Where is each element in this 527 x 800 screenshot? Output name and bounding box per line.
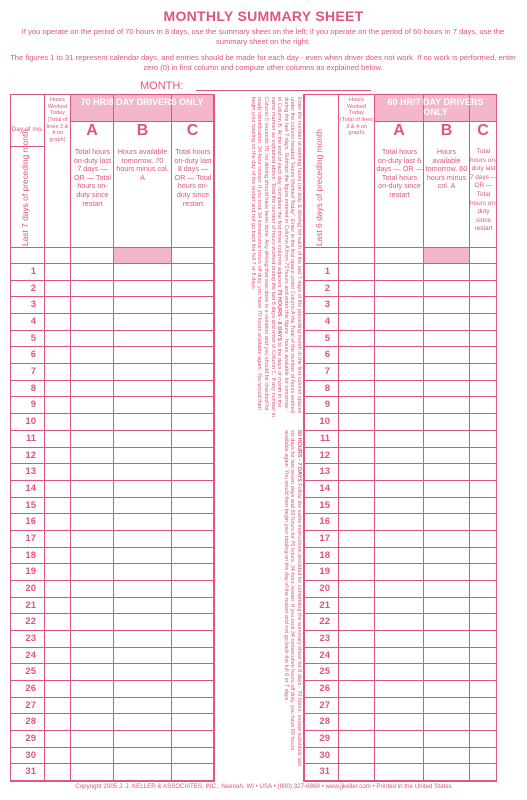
right-day-number: 15 [319, 499, 330, 511]
left-col-b-desc: Hours available tomorrow. 70 hours minus col. A [116, 147, 169, 182]
right-row-line [305, 713, 496, 714]
right-row-line [305, 547, 496, 548]
instructions-60hr-restart: 34-hour restart: If you took 34 consecutive hours off duty, you have 60 hours available again. You would then begin your totaling on the day of the restart and not go back the full 6 or 7 days. [282, 430, 296, 751]
instructions-70hr-body: to the days of month in the same manner as explained above. Total the number of hours worked during the last 8 days and enter in Column C. If any number in Column C exceeds 70, no driving should have been done. Any driving that was done is a violation and you should be checked for ready identification. [256, 97, 283, 417]
right-day-number: 19 [319, 566, 330, 578]
right-day-number: 28 [319, 716, 330, 728]
instructions-60hr [282, 430, 302, 770]
instructions-70hr [249, 97, 302, 417]
left-day-of-mo-header: Day of mo. [11, 126, 44, 133]
left-row-line [11, 580, 213, 581]
right-day-number: 3 [324, 299, 330, 311]
left-day-number: 16 [25, 516, 36, 528]
left-day-number: 30 [25, 749, 36, 761]
right-row-line [305, 747, 496, 748]
left-col-line [113, 95, 114, 781]
right-day-number: 4 [324, 316, 330, 327]
right-day-number: 18 [319, 549, 330, 561]
right-day-number: 21 [319, 599, 330, 611]
left-day-number: 22 [25, 616, 36, 628]
right-row-line [305, 413, 496, 414]
left-day-number: 2 [30, 282, 36, 294]
right-row-line [305, 313, 496, 314]
intro-paragraph-1: If you operate on the period of 70 hours in 8 days, use the summary sheet on the left; if you operate on the period of 60 hours in 7 days, use the summary sheet on the right. [21, 27, 505, 46]
right-day-number: 26 [319, 682, 330, 694]
left-row-line [11, 613, 213, 614]
left-row-line [11, 680, 213, 681]
left-day-number: 21 [25, 599, 36, 611]
left-b-shade [114, 247, 171, 263]
right-row-line [305, 647, 496, 648]
left-day-number: 4 [30, 316, 36, 327]
left-day-number: 7 [30, 366, 36, 378]
left-day-number: 24 [25, 649, 36, 661]
left-col-line [171, 95, 172, 781]
right-row-line [305, 280, 496, 281]
right-day-number: 20 [319, 582, 330, 594]
right-day-number: 5 [324, 332, 330, 344]
right-row-line [305, 630, 496, 631]
intro-paragraph-2: The figures 1 to 31 represent calendar days, and entries should be made for each day - even when driver does not work. If no work is performed, enter zero (0) in first column and compute other columns as explained below. [10, 53, 516, 72]
right-day-number: 29 [319, 733, 330, 744]
right-row-line [305, 480, 496, 481]
left-row-line [11, 463, 213, 464]
left-row-line [11, 430, 213, 431]
footer-copyright: Copyright 2005 J. J. KELLER & ASSOCIATES, INC., Neenah, WI • USA • (800) 327-6868 • www.jjkeller.com • Printed in the United States [75, 783, 452, 790]
right-row-line [305, 613, 496, 614]
left-day-number: 23 [25, 632, 36, 644]
month-label: MONTH: [140, 80, 184, 92]
left-col-c-letter: C [186, 122, 199, 139]
left-day-number: 11 [25, 432, 36, 444]
right-col-b-letter: B [440, 122, 453, 139]
left-col-c-desc: Total hours on-duty last 8 days — OR — Total hours on-duty since restart [174, 147, 212, 208]
left-preceding-line [11, 247, 213, 248]
right-col-b-desc: Hours available tomorrow. 60 hours minus col. A [425, 147, 468, 191]
instructions-intro: Enter the number of working hours (on duty & driving) for each of the last 7 days of the preceding month in the first column spaces under the column headed "Hours Worked Today". Enter in the first space under Column A the Total of the number of hours worked during the last 7 days. Subtract the figure entered in Column A from 70 hours and enter this figure - hours available for tomorrow - in Column B. [276, 97, 302, 414]
left-col-b-letter: B [136, 122, 149, 139]
right-rows-top-line [305, 263, 496, 264]
month-field[interactable] [196, 90, 371, 91]
right-row-line [305, 497, 496, 498]
left-row-line [11, 780, 213, 781]
right-b-shade [424, 247, 469, 263]
right-col-c-letter: C [477, 122, 489, 139]
left-row-line [11, 513, 213, 514]
instructions-60hr-title: 60 HOURS - 7 DAYS [296, 430, 302, 482]
right-day-number: 2 [324, 282, 330, 294]
left-row-line [11, 413, 213, 414]
right-day-number: 9 [324, 399, 330, 411]
right-day-number: 17 [319, 532, 330, 544]
left-col-line [44, 95, 45, 781]
right-col-line [338, 95, 339, 781]
right-day-number: 22 [319, 616, 330, 628]
left-row-line [11, 280, 213, 281]
instructions-70hr-restart: 34-hour restart: If you took 34 consecutive hours off duty, you have 70 hours available again. You would then begin your totaling on the day of the restart and not go back the full 7 or 8 days. [249, 97, 263, 410]
left-row-line [11, 630, 213, 631]
left-hours-worked-header: Hours Worked Today [47, 97, 68, 117]
left-rows-top-line [11, 263, 213, 264]
left-col-a-desc: Total hours on-duty last 7 days — OR — Total hours on-duty since restart [73, 147, 112, 208]
left-day-number: 6 [30, 349, 36, 361]
left-row-line [11, 380, 213, 381]
left-row-line [11, 730, 213, 731]
left-day-number: 9 [30, 399, 36, 411]
left-day-number: 1 [30, 266, 36, 277]
right-day-number: 7 [324, 366, 330, 378]
left-day-number: 5 [30, 332, 36, 344]
left-row-line [11, 346, 213, 347]
left-row-line [11, 747, 213, 748]
instructions-70hr-title: 70 HOURS - 8 DAYS [276, 289, 283, 341]
left-day-number: 28 [25, 716, 36, 728]
right-row-line [305, 363, 496, 364]
left-day-number: 8 [30, 382, 36, 394]
right-day-number: 16 [319, 516, 330, 528]
right-col-c-desc: Total hours on-duty last 7 days — OR — Total hours on-duty since restart [470, 148, 497, 233]
right-total-lines-note: (Total of lines 3 & 4 on graph) [340, 117, 373, 137]
page-title: MONTHLY SUMMARY SHEET [163, 8, 364, 24]
right-day-number: 24 [319, 649, 330, 661]
left-row-line [11, 296, 213, 297]
left-row-line [11, 530, 213, 531]
right-day-number: 25 [319, 666, 330, 678]
right-row-line [305, 530, 496, 531]
left-day-number: 20 [25, 582, 36, 594]
right-section-title: 60 HR/7 DAY DRIVERS ONLY [387, 97, 484, 117]
right-day-number: 23 [319, 632, 330, 644]
left-row-line [11, 547, 213, 548]
instructions-each-day: At the end of each day, complete the first three columns adjacent [276, 129, 283, 288]
instructions-60hr-body: Follow the same instructions provided for completing the summary sheet for 8 days - 70 hours, except substitute last six days for last seven days and 60 hours for 70 hours. [289, 430, 302, 767]
right-row-line [305, 763, 496, 764]
left-day-number: 3 [30, 299, 36, 311]
left-day-number: 31 [25, 766, 36, 778]
right-col-a-desc: Total hours on-duty last 6 days — OR — Total hours on-duty since restart [376, 147, 423, 199]
right-row-line [305, 380, 496, 381]
left-day-number: 10 [25, 416, 36, 428]
left-section-title: 70 HR/8 DAY DRIVERS ONLY [80, 97, 204, 107]
right-row-line [305, 597, 496, 598]
left-day-number: 12 [25, 449, 36, 461]
left-day-number: 29 [25, 733, 36, 744]
left-row-line [11, 497, 213, 498]
left-row-line [11, 697, 213, 698]
right-row-line [305, 563, 496, 564]
right-day-number: 12 [319, 449, 330, 461]
right-day-number: 10 [319, 416, 330, 428]
left-row-line [11, 480, 213, 481]
left-row-line [11, 663, 213, 664]
left-day-number: 26 [25, 682, 36, 694]
right-preceding-line [305, 247, 496, 248]
right-row-line [305, 430, 496, 431]
right-row-line [305, 780, 496, 781]
left-row-line [11, 597, 213, 598]
right-day-number: 14 [319, 482, 330, 494]
left-day-number: 15 [25, 499, 36, 511]
right-row-line [305, 330, 496, 331]
right-row-line [305, 296, 496, 297]
left-row-line [11, 363, 213, 364]
right-day-number: 30 [319, 749, 330, 761]
right-hours-worked-header: Hours Worked Today [346, 97, 367, 117]
left-day-number: 27 [25, 699, 36, 711]
left-row-line [11, 763, 213, 764]
right-day-number: 8 [324, 382, 330, 394]
right-row-line [305, 580, 496, 581]
left-row-line [11, 313, 213, 314]
right-day-number: 11 [319, 432, 330, 444]
right-day-number: 1 [324, 266, 330, 277]
right-day-number: 31 [319, 766, 330, 778]
left-day-number: 17 [25, 532, 36, 544]
left-row-line [11, 563, 213, 564]
right-col-line [374, 95, 375, 781]
right-row-line [305, 396, 496, 397]
left-total-lines-note: (Total of lines 3 & 4 on graph) [46, 117, 69, 143]
left-day-number: 13 [25, 466, 36, 478]
right-row-line [305, 513, 496, 514]
right-day-number: 27 [319, 699, 330, 711]
left-preceding-month-label: Last 7 days of preceding month [20, 129, 30, 246]
left-day-number: 18 [25, 549, 36, 561]
right-row-line [305, 463, 496, 464]
left-day-number: 19 [25, 566, 36, 578]
left-row-line [11, 447, 213, 448]
right-day-number: 13 [319, 466, 330, 478]
left-day-number: 25 [25, 666, 36, 678]
right-preceding-month-label: Last 6 days of preceding month [314, 129, 324, 246]
right-row-line [305, 680, 496, 681]
left-row-line [11, 330, 213, 331]
right-row-line [305, 346, 496, 347]
right-row-line [305, 730, 496, 731]
left-day-number: 14 [25, 482, 36, 494]
right-day-number: 6 [324, 349, 330, 361]
left-row-line [11, 647, 213, 648]
left-row-line [11, 713, 213, 714]
right-row-line [305, 663, 496, 664]
left-row-line [11, 396, 213, 397]
right-row-line [305, 447, 496, 448]
right-col-line [423, 95, 424, 781]
right-col-a-letter: A [393, 122, 405, 139]
left-col-line [70, 95, 71, 781]
right-row-line [305, 697, 496, 698]
left-col-a-letter: A [86, 122, 98, 139]
